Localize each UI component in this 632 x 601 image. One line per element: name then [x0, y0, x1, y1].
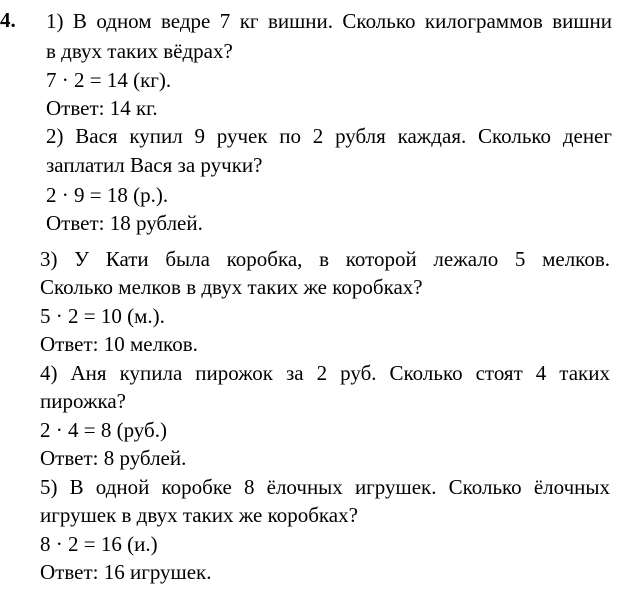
problem-4-line-2: пирожка? — [40, 389, 126, 413]
problem-5-answer: Ответ: 16 игрушек. — [40, 560, 212, 584]
problem-2-line-2: заплатил Вася за ручки? — [46, 153, 263, 177]
problem-2-answer: Ответ: 18 рублей. — [46, 211, 203, 235]
problem-1-line-1: 1) В одном ведре 7 кг вишни. Сколько килограммов вишни — [46, 9, 612, 33]
problem-4-line-1: 4) Аня купила пирожок за 2 руб. Сколько стоят 4 таких — [40, 361, 610, 385]
problem-2-line-1: 2) Вася купил 9 ручек по 2 рубля каждая. Сколько денег — [46, 124, 612, 148]
problem-4-answer: Ответ: 8 рублей. — [40, 446, 187, 470]
problem-5-line-1: 5) В одной коробке 8 ёлочных игрушек. Сколько ёлочных — [40, 475, 610, 499]
problem-5-line-2: игрушек в двух таких же коробках? — [40, 503, 358, 527]
problem-2-solution: 2 · 9 = 18 (р.). — [46, 183, 169, 207]
problem-1-answer: Ответ: 14 кг. — [46, 96, 158, 120]
problem-3-answer: Ответ: 10 мелков. — [40, 332, 198, 356]
exercise-number: 4. — [0, 8, 16, 32]
problem-4-solution: 2 · 4 = 8 (руб.) — [40, 418, 167, 442]
problem-1-line-2: в двух таких вёдрах? — [46, 39, 233, 63]
problem-1-solution: 7 · 2 = 14 (кг). — [46, 68, 172, 92]
problem-3-line-2: Сколько мелков в двух таких же коробках? — [40, 275, 423, 299]
problem-5-solution: 8 · 2 = 16 (и.) — [40, 532, 158, 556]
problem-3-solution: 5 · 2 = 10 (м.). — [40, 304, 165, 328]
problem-3-line-1: 3) У Кати была коробка, в которой лежало 5 мелков. — [40, 247, 610, 271]
